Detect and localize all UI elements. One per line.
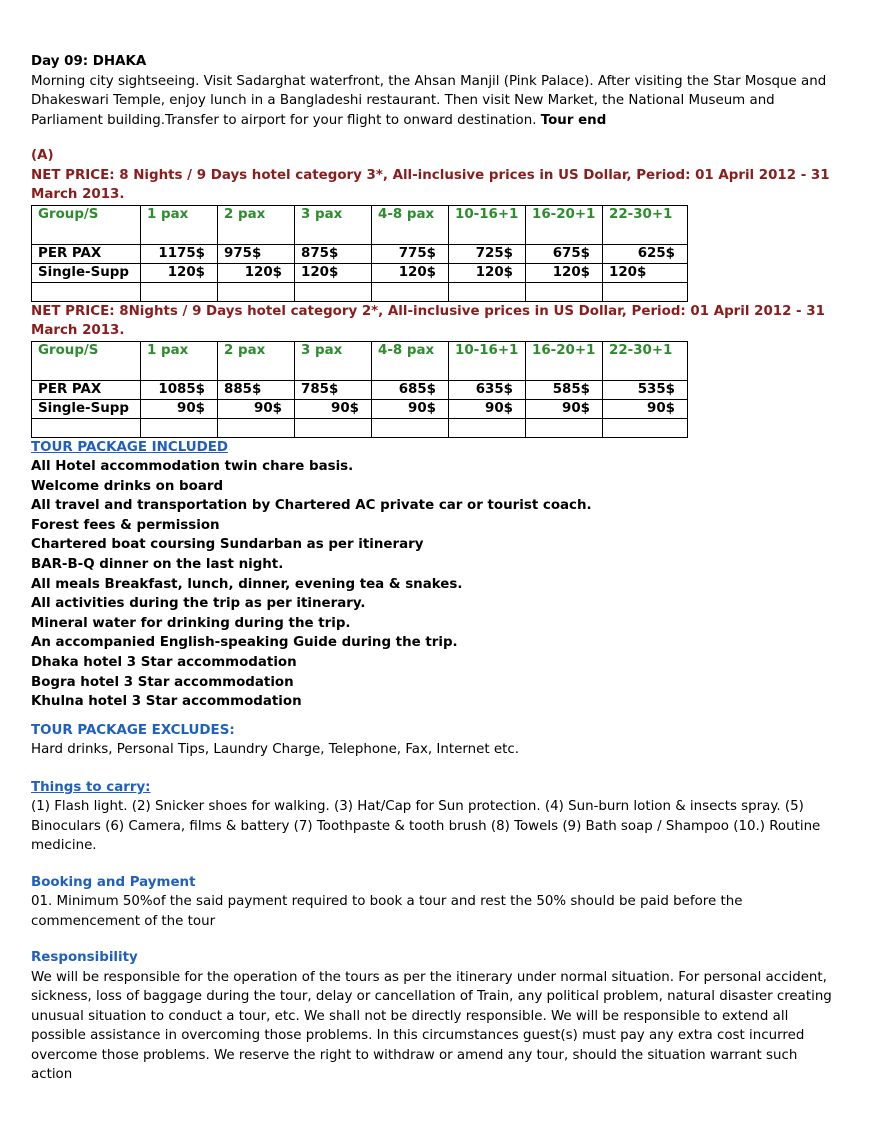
excludes-title: TOUR PACKAGE EXCLUDES: <box>31 722 235 738</box>
price-cell: 975$ <box>218 244 295 263</box>
price-cell: 535$ <box>603 380 688 399</box>
price-cell: 90$ <box>372 399 449 418</box>
header-cell: 22-30+1 <box>603 341 688 380</box>
price-cell: 1085$ <box>141 380 218 399</box>
included-title: TOUR PACKAGE INCLUDED <box>31 439 229 455</box>
table-row <box>32 244 688 263</box>
list-item: All Hotel accommodation twin chare basis. <box>31 459 354 474</box>
row-label: PER PAX <box>32 380 141 399</box>
price-cell: 120$ <box>295 263 372 282</box>
list-item: Khulna hotel 3 Star accommodation <box>31 694 302 710</box>
price-cell: 585$ <box>526 380 603 399</box>
price-cell: 120$ <box>372 263 449 282</box>
day-body: Morning city sightseeing. Visit Sadarghat waterfront, the Ahsan Manjil (Pink Palace). After visiting the Star Mosque and Dhakeswari Temple, enjoy lunch in a Bangladeshi restaurant. Then visit New Market, the National Museum and Parliament building.Transfer to airport for your flight to onward destination. <box>31 73 827 128</box>
day-title: Day 09: DHAKA <box>31 54 147 69</box>
document-page <box>31 52 841 1085</box>
header-cell: 2 pax <box>218 341 295 380</box>
row-label: Single-Supp <box>32 399 141 418</box>
list-item: Mineral water for drinking during the trip. <box>31 615 351 631</box>
price-cell: 885$ <box>218 380 295 399</box>
price-cell: 785$ <box>295 380 372 399</box>
booking-title: Booking and Payment <box>31 874 196 890</box>
header-cell: Group/S <box>32 205 141 244</box>
price-cell: 90$ <box>603 399 688 418</box>
header-cell: 3 pax <box>295 205 372 244</box>
excludes-body: Hard drinks, Personal Tips, Laundry Charge, Telephone, Fax, Internet etc. <box>31 742 519 758</box>
price-cell: 90$ <box>295 399 372 418</box>
table-row-empty <box>32 418 688 437</box>
option-label: (A) <box>31 148 54 163</box>
table-row-empty <box>32 282 688 301</box>
table-header-row <box>32 205 688 244</box>
table-row <box>32 380 688 399</box>
header-cell: 22-30+1 <box>603 205 688 244</box>
price-heading-2star: NET PRICE: 8Nights / 9 Days hotel category 2*, All-inclusive prices in US Dollar, Period: 01 April 2012 - 31 March 2013. <box>31 303 825 338</box>
list-item: All travel and transportation by Chartered AC private car or tourist coach. <box>31 498 592 514</box>
header-cell: 2 pax <box>218 205 295 244</box>
list-item: BAR-B-Q dinner on the last night. <box>31 556 284 572</box>
header-cell: 1 pax <box>141 205 218 244</box>
price-heading-3star: NET PRICE: 8 Nights / 9 Days hotel category 3*, All-inclusive prices in US Dollar, Period: 01 April 2012 - 31 March 2013. <box>31 167 830 202</box>
price-cell: 120$ <box>449 263 526 282</box>
header-cell: 10-16+1 <box>449 341 526 380</box>
price-cell: 120$ <box>603 263 688 282</box>
table-header-row <box>32 341 688 380</box>
header-cell: 3 pax <box>295 341 372 380</box>
price-cell: 675$ <box>526 244 603 263</box>
table-row <box>32 263 688 282</box>
price-cell: 625$ <box>603 244 688 263</box>
header-cell: 1 pax <box>141 341 218 380</box>
price-table-2star <box>31 341 688 438</box>
price-cell: 120$ <box>526 263 603 282</box>
responsibility-title: Responsibility <box>31 950 138 966</box>
header-cell: Group/S <box>32 341 141 380</box>
price-cell: 775$ <box>372 244 449 263</box>
list-item: Bogra hotel 3 Star accommodation <box>31 674 294 690</box>
list-item: Chartered boat coursing Sundarban as per itinerary <box>31 537 424 553</box>
responsibility-body: We will be responsible for the operation of the tours as per the itinerary under normal situation. For personal accident, sickness, loss of baggage during the tour, delay or cancellation of Train, any political problem, natural disaster creating unusual situation to conduct a tour, etc. We shall not be directly responsible. We will be responsible to extend all possible assistance in overcoming those problems. In this circumstances guest(s) must pay any extra cost incurred overcome those problems. We reserve the right to withdraw or amend any tour, should the situation warrant such action <box>31 969 832 1083</box>
row-label: PER PAX <box>32 244 141 263</box>
price-cell: 120$ <box>218 263 295 282</box>
header-cell: 16-20+1 <box>526 205 603 244</box>
header-cell: 16-20+1 <box>526 341 603 380</box>
price-cell: 1175$ <box>141 244 218 263</box>
day-description <box>31 72 841 131</box>
carry-title: Things to carry: <box>31 779 151 795</box>
included-list <box>31 457 841 712</box>
header-cell: 4-8 pax <box>372 341 449 380</box>
carry-body: (1) Flash light. (2) Snicker shoes for walking. (3) Hat/Cap for Sun protection. (4) Sun-burn lotion & insects spray. (5) Binoculars (6) Camera, films & battery (7) Toothpaste & tooth brush (8) Towels (9) Bath soap / Shampoo (10.) Routine medicine. <box>31 799 821 854</box>
price-cell: 635$ <box>449 380 526 399</box>
header-cell: 4-8 pax <box>372 205 449 244</box>
booking-body: 01. Minimum 50%of the said payment required to book a tour and rest the 50% should be paid before the commencement of the tour <box>31 894 743 929</box>
price-cell: 725$ <box>449 244 526 263</box>
price-table-3star <box>31 205 688 302</box>
list-item: All activities during the trip as per itinerary. <box>31 596 366 612</box>
list-item: Welcome drinks on board <box>31 478 224 494</box>
price-cell: 90$ <box>526 399 603 418</box>
list-item: All meals Breakfast, lunch, dinner, evening tea & snakes. <box>31 576 463 592</box>
price-cell: 875$ <box>295 244 372 263</box>
list-item: Forest fees & permission <box>31 517 220 533</box>
list-item: Dhaka hotel 3 Star accommodation <box>31 654 297 670</box>
list-item: An accompanied English-speaking Guide during the trip. <box>31 635 458 651</box>
price-cell: 90$ <box>449 399 526 418</box>
tour-end: Tour end <box>540 112 607 128</box>
row-label: Single-Supp <box>32 263 141 282</box>
price-cell: 90$ <box>218 399 295 418</box>
price-cell: 120$ <box>141 263 218 282</box>
price-cell: 685$ <box>372 380 449 399</box>
header-cell: 10-16+1 <box>449 205 526 244</box>
price-cell: 90$ <box>141 399 218 418</box>
table-row <box>32 399 688 418</box>
